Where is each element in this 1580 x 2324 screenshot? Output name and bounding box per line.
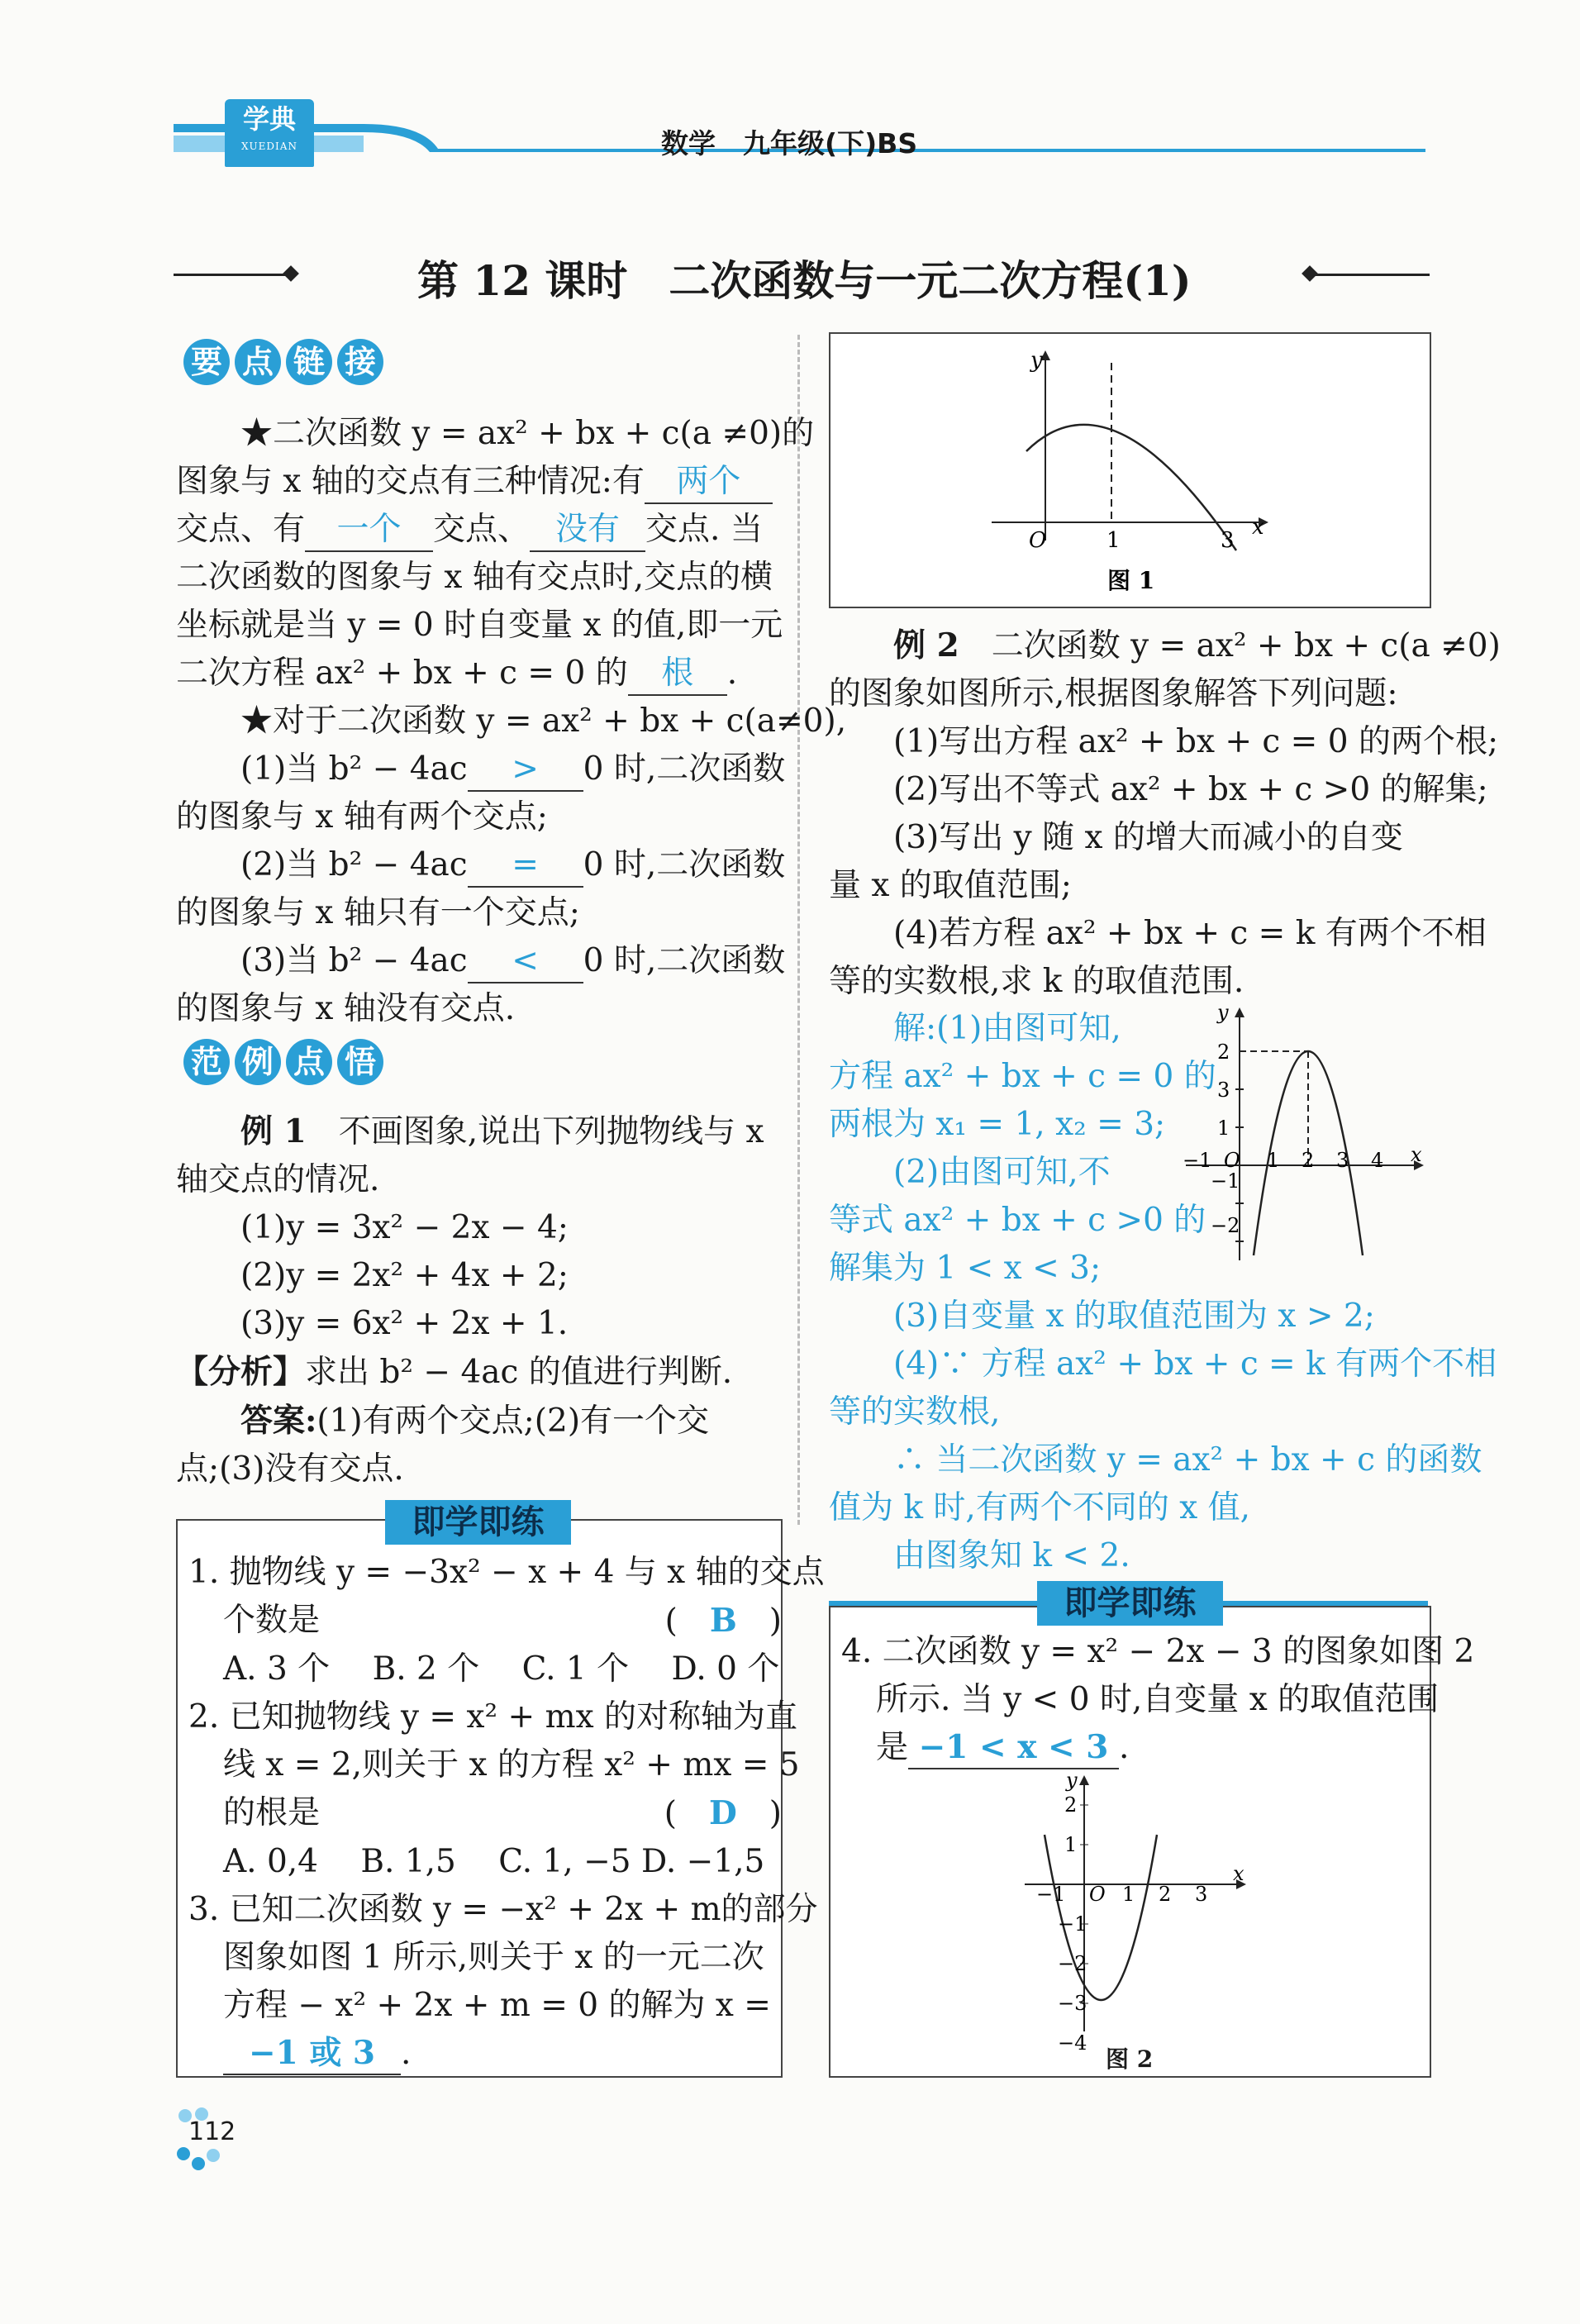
diamond-icon <box>283 265 299 282</box>
g2-xtick-1: 1 <box>1267 1149 1280 1172</box>
section-heading-key-points: 要 点 链 接 <box>183 339 388 385</box>
f2-ytick-2: 2 <box>1064 1793 1078 1817</box>
f2-ytick-1: 1 <box>1064 1833 1078 1856</box>
lesson-title: 第 12 课时 二次函数与一元二次方程(1) <box>417 256 1192 305</box>
practice-tab-left: 即学即练 <box>385 1500 571 1545</box>
figure-2-graph <box>1016 1769 1264 2074</box>
f2-ytick-m2: −2 <box>1058 1952 1087 1975</box>
y-arrow-icon <box>1079 1775 1089 1785</box>
g2-xtick-4: 4 <box>1371 1149 1384 1172</box>
f2-xtick-3: 3 <box>1195 1883 1208 1906</box>
y-arrow-icon <box>1235 1007 1244 1017</box>
example-2: 例 2 二次函数 y = ax² + bx + c(a ≠0) 的图象如图所示,根据图象解答下列问题: (1)写出方程 ax² + bx + c = 0 的两个根; (2)写出不等式 ax² + bx + c >0 的解集; (3)写出 y 随 x 的增大而减小的自变 量 x 的取值范围; (4)若方程 ax² + bx + c = k 有两个不相 等的实数根,求 k 的取值范围. <box>829 626 1501 1000</box>
g2-ytick-m2: −2 <box>1211 1214 1240 1237</box>
fig1-y-label: y <box>1030 348 1043 373</box>
practice-question-4: 4. 二次函数 y = x² − 2x − 3 的图象如图 2 所示. 当 y < 0 时,自变量 x 的取值范围 是 −1 < x < 3 . <box>841 1628 1474 1772</box>
g2-xtick-2: 2 <box>1302 1149 1315 1172</box>
f2-ytick-m1: −1 <box>1058 1912 1087 1936</box>
g2-xtick-m1: −1 <box>1183 1149 1212 1172</box>
example-2-graph <box>1178 996 1434 1269</box>
f2-xtick-1: 1 <box>1122 1883 1135 1906</box>
g2-x-label: x <box>1411 1143 1422 1166</box>
fig1-tick-1: 1 <box>1106 528 1121 553</box>
fig1-tick-3: 3 <box>1221 528 1235 553</box>
f2-xtick-2: 2 <box>1159 1883 1172 1906</box>
f2-xtick-m1: −1 <box>1036 1883 1066 1906</box>
g2-y-label: y <box>1217 1001 1229 1024</box>
practice-questions: 1. 抛物线 y = −3x² − x + 4 与 x 轴的交点 个数是 ( B ) A. 3 个 B. 2 个 C. 1 个 D. 0 个 2. 已知抛物线 y = x² + mx 的对称轴为直 线 x = 2,则关于 x 的方程 x² + mx = 5 的根是 ( D ) A. 0,4 B. 1,5 C. 1, −5 D. −1,5 3. 已知二次函数 y = −x² + 2x + m的部分 图象如图 1 所示,则关于 x 的一元二次 方程 − x² + 2x + m = 0 的解为 x = −1 或 3 . <box>188 1549 825 2078</box>
g2-ytick-1: 1 <box>1217 1117 1230 1140</box>
f2-y-label: y <box>1066 1769 1078 1792</box>
g2-origin: O <box>1224 1149 1240 1172</box>
f2-x-label: x <box>1233 1862 1244 1885</box>
g2-xtick-3: 3 <box>1336 1149 1349 1172</box>
f2-origin: O <box>1089 1883 1106 1906</box>
page-number: 112 <box>188 2117 236 2146</box>
g2-ytick-2: 2 <box>1217 1041 1230 1064</box>
fig1-x-label: x <box>1252 515 1264 540</box>
g2-ytick-3: 3 <box>1217 1079 1230 1102</box>
title-rule-left <box>174 274 289 276</box>
key-text: ★二次函数 y = ax² + bx + c(a ≠0)的 图象与 x 轴的交点有三种情况:有 两个 交点、有 一个 交点、 没有 交点. 当 二次函数的图象与 x 轴有交点时,交点的横 坐标就是当 y = 0 时自变量 x 的值,即一元 二次方程 ax² + bx + c = 0 的 根 . ★对于二次函数 y = ax² + bx + c(a≠0), (1)当 b² − 4ac > 0 时,二次函数 的图象与 x 轴有两个交点; (2)当 b² − 4ac = 0 时,二次函数 的图象与 x 轴只有一个交点; (3)当 b² − 4ac < 0 时,二次函数 的图象与 x 轴没有交点. <box>176 415 847 1027</box>
f2-ytick-m4: −4 <box>1058 2031 1087 2055</box>
title-rule-right <box>1314 274 1430 276</box>
fig1-caption: 图 1 <box>1107 567 1155 594</box>
example-2-solution: 解:(1)由图可知, 方程 ax² + bx + c = 0 的 两根为 x₁ = 1, x₂ = 3; (2)由图可知,不 等式 ax² + bx + c >0 的 解集为 1 < x < 3; (3)自变量 x 的取值范围为 x > 2; (4)∵ 方程 ax² + bx + c = k 有两个不相 等的实数根, ∴ 当二次函数 y = ax² + bx + c 的函数 值为 k 时,有两个不同的 x 值, 由图象知 k < 2. <box>829 1010 1497 1574</box>
section-heading-examples: 范 例 点 悟 <box>183 1039 388 1085</box>
f2-ytick-m3: −3 <box>1058 1992 1087 2015</box>
g2-ytick-m1: −1 <box>1211 1169 1240 1193</box>
header-subject: 数学 九年级(下)BS <box>661 127 918 160</box>
practice-tab-right: 即学即练 <box>1037 1581 1223 1626</box>
example-1: 例 1 不画图象,说出下列抛物线与 x 轴交点的情况. (1)y = 3x² − 2x − 4; (2)y = 2x² + 4x + 2; (3)y = 6x² + 2x + 1. 【分析】求出 b² − 4ac 的值进行判断. 答案:(1)有两个交点;(2)有一个交 点;(3)没有交点. <box>176 1112 764 1488</box>
fig1-origin: O <box>1029 528 1047 553</box>
figure-1-graph <box>830 334 1426 603</box>
logo: 学典 XUEDIAN <box>225 99 314 167</box>
figure-2-caption: 图 2 <box>1106 2045 1154 2073</box>
